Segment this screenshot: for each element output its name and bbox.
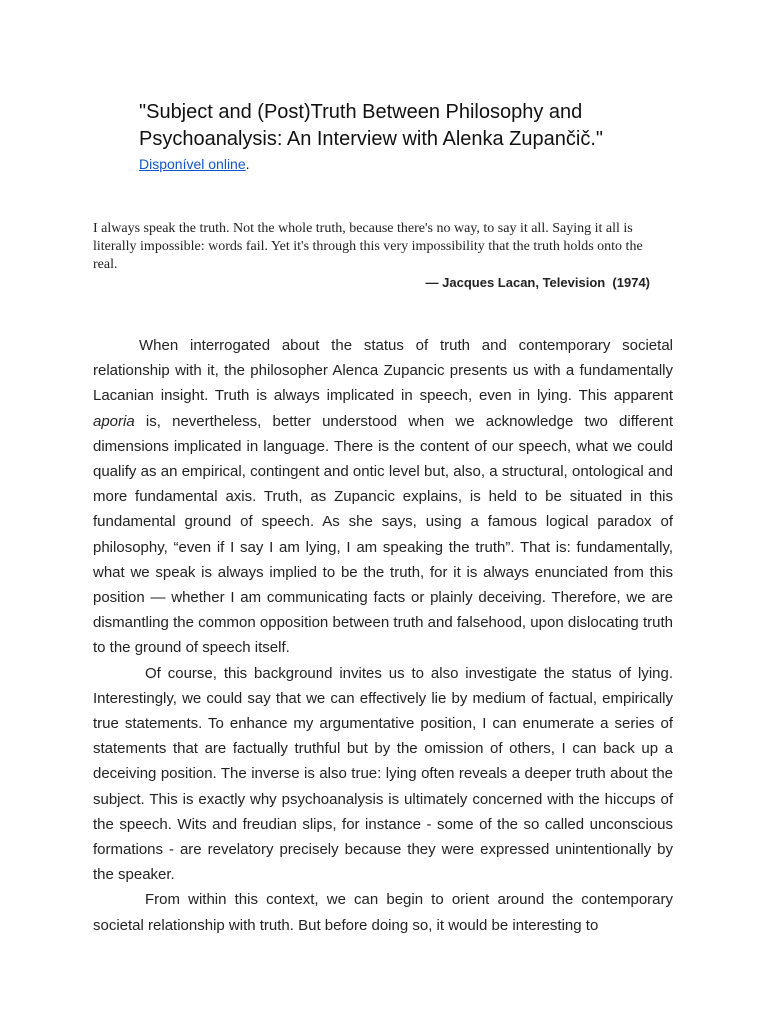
body-text — [93, 333, 673, 938]
paragraph-1 — [93, 333, 673, 661]
paragraph-1-part-1: When interrogated about the status of truth and contemporary societal relationship with it, the philosopher Alenca Zupancic presents us with a fundamentally Lacanian insight. Truth is always implicated in speech, even in lying. This apparent — [93, 337, 673, 405]
online-source-link[interactable]: Disponível online — [139, 156, 246, 172]
paragraph-2: Of course, this background invites us to also investigate the status of lying. Interestingly, we could say that we can effectively lie by medium of factual, empirically true statements. To enhance my argumentative position, I can enumerate a series of statements that are factually truthful but by the omission of others, I can back up a deceiving position. The inverse is also true: lying often reveals a deeper truth about the subject. This is exactly why psychoanalysis is ultimately concerned with the hiccups of the speech. Wits and freudian slips, for instance - some of the so called unconscious formations - are revelatory precisely because they were expressed unintentionally by the speaker. — [93, 664, 673, 884]
source-line — [139, 155, 250, 173]
epigraph-attribution: — Jacques Lacan, Television (1974) — [425, 275, 650, 290]
epigraph-quote: I always speak the truth. Not the whole truth, because there's no way, to say it all. Saying it all is literally impossible: words fail. Yet it's through this very impossibility that the truth holds onto the real. — [93, 221, 643, 272]
source-suffix: . — [245, 156, 250, 172]
document-title: "Subject and (Post)Truth Between Philosophy and Psychoanalysis: An Interview with Alenka Zupančič." — [139, 101, 603, 150]
paragraph-1-emphasis: aporia — [93, 412, 135, 430]
paragraph-1-part-2: is, nevertheless, better understood when we acknowledge two different dimensions implicated in language. There is the content of our speech, what we could qualify as an empirical, contingent and ontic level but, also, a structural, ontological and more fundamental axis. Truth, as Zupancic explains, is held to be situated in this fundamental ground of speech. As she says, using a famous logical paradox of philosophy, “even if I say I am lying, I am speaking the truth”. That is: fundamentally, what we speak is always implied to be the truth, for it is always enunciated from this position — whether I am communicating facts or plainly deceiving. Therefore, we are dismantling the common opposition between truth and falsehood, upon dislocating truth to the ground of speech itself. — [93, 412, 673, 657]
paragraph-3: From within this context, we can begin to orient around the contemporary societal relationship with truth. But before doing so, it would be interesting to — [93, 891, 673, 934]
